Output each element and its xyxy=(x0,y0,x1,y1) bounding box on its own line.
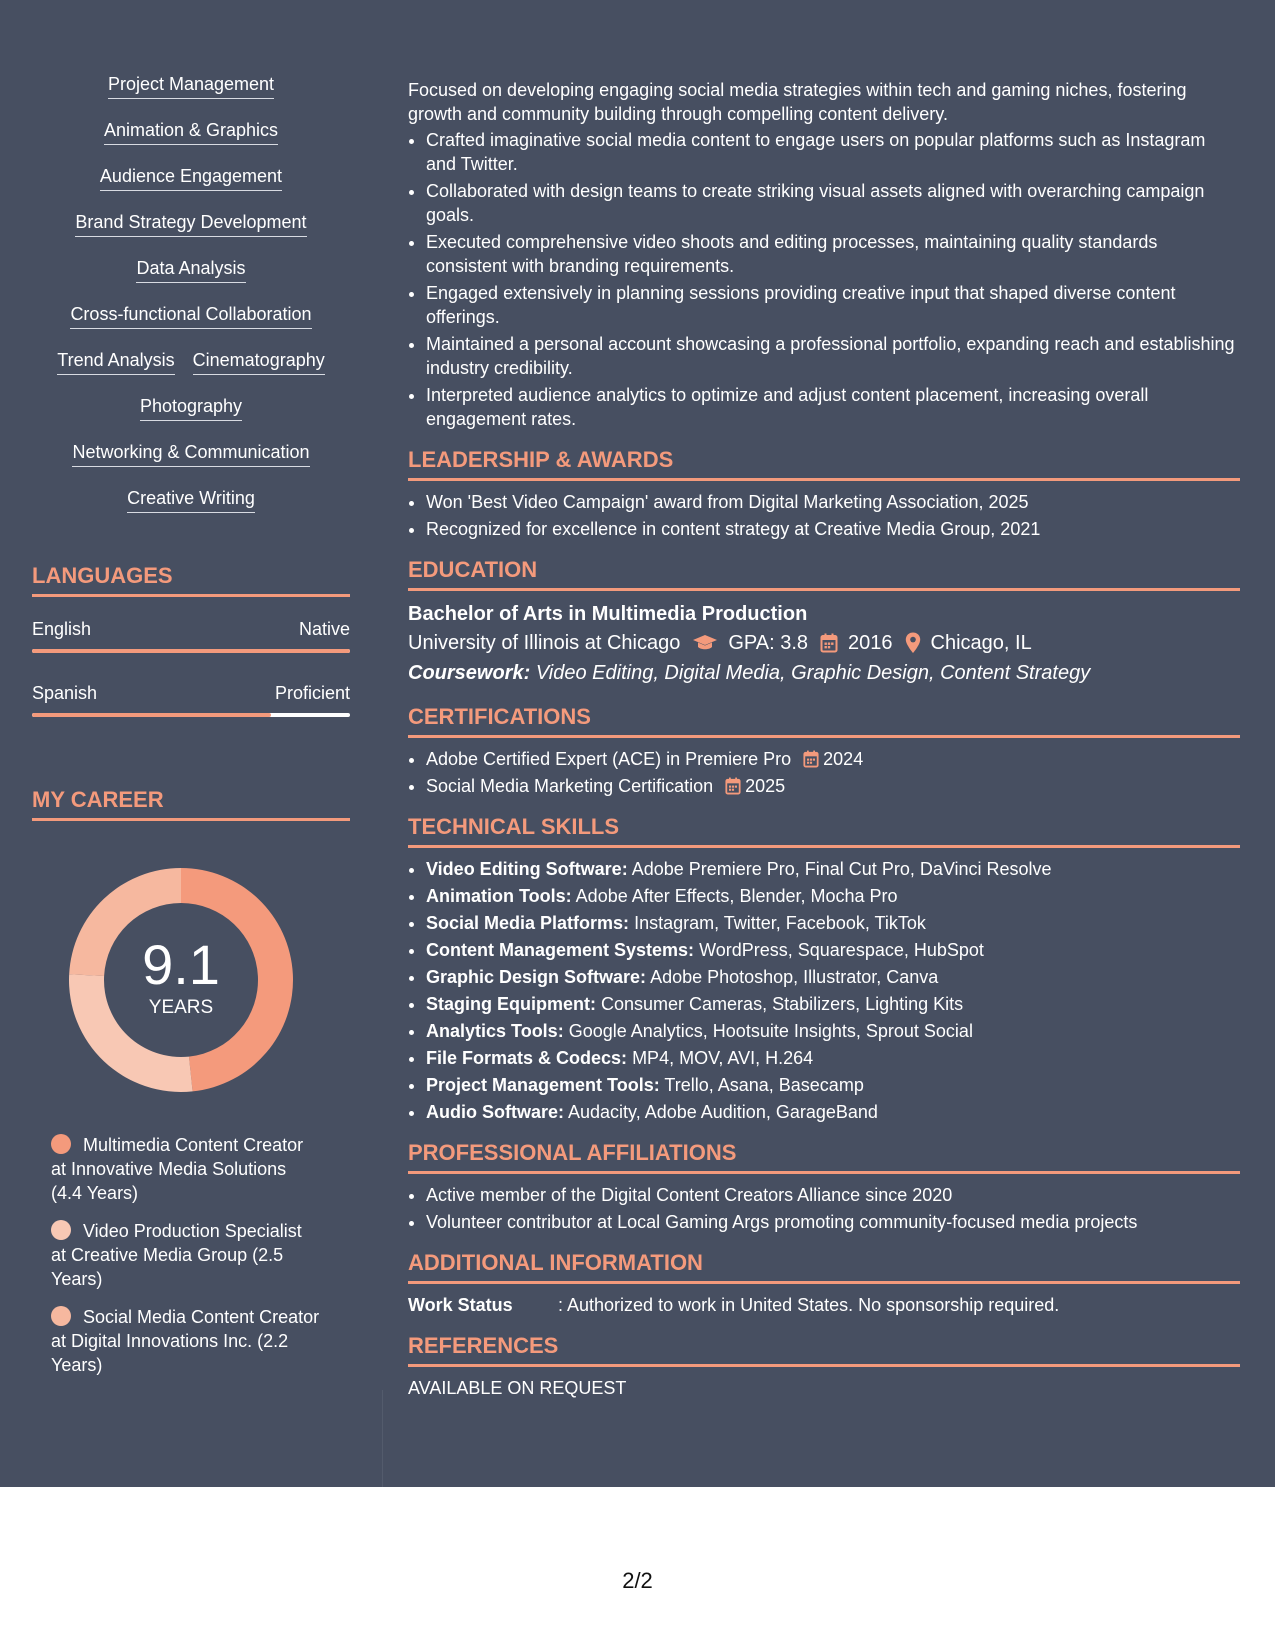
education-title: EDUCATION xyxy=(408,557,1240,591)
technical-skill-value: Google Analytics, Hootsuite Insights, Sprout Social xyxy=(568,1021,973,1041)
award-item: • Won 'Best Video Campaign' award from Digital Marketing Association, 2025 xyxy=(426,490,1240,514)
technical-skill-value: Trello, Asana, Basecamp xyxy=(664,1075,864,1095)
technical-skill-value: Adobe Premiere Pro, Final Cut Pro, DaVinci Resolve xyxy=(631,859,1052,879)
affiliation-item: • Active member of the Digital Content Creators Alliance since 2020 xyxy=(426,1183,1240,1207)
work-status-row xyxy=(408,1293,1240,1317)
affiliations-title: PROFESSIONAL AFFILIATIONS xyxy=(408,1140,1240,1174)
technical-skill-item xyxy=(426,1100,1240,1124)
experience-bullet: • Executed comprehensive video shoots and editing processes, maintaining quality standards consistent with branding requirements. xyxy=(426,230,1240,278)
technical-skill-label: Content Management Systems: xyxy=(426,940,695,960)
leadership-title: LEADERSHIP & AWARDS xyxy=(408,447,1240,481)
education-year: 2016 xyxy=(848,632,893,654)
technical-skills-title: TECHNICAL SKILLS xyxy=(408,814,1240,848)
skills-row xyxy=(32,210,350,237)
language-item xyxy=(32,617,350,653)
leadership-section xyxy=(408,447,1240,541)
skill-tag: Project Management xyxy=(108,72,274,99)
career-legend-label: Social Media Content Creator at Digital Innovations Inc. (2.2 Years) xyxy=(51,1307,320,1375)
graduation-cap-icon xyxy=(692,634,718,652)
education-gpa: GPA: 3.8 xyxy=(728,632,809,654)
coursework-label: Coursework: xyxy=(408,662,531,684)
skill-tag: Creative Writing xyxy=(127,486,255,513)
certification-year: 2024 xyxy=(823,749,864,769)
technical-skill-label: Video Editing Software: xyxy=(426,859,628,879)
education-section xyxy=(408,557,1240,688)
experience-bullet: • Interpreted audience analytics to optimize and adjust content placement, increasing overall engagement rates. xyxy=(426,383,1240,431)
location-pin-icon xyxy=(905,632,921,654)
skills-row xyxy=(32,348,350,375)
career-legend-label: Multimedia Content Creator at Innovative Media Solutions (4.4 Years) xyxy=(51,1135,304,1203)
technical-skill-label: Analytics Tools: xyxy=(426,1021,564,1041)
technical-skills-list xyxy=(408,857,1240,1124)
experience-section xyxy=(408,78,1240,431)
career-legend xyxy=(32,1133,321,1377)
language-name: English xyxy=(32,619,92,639)
technical-skill-label: File Formats & Codecs: xyxy=(426,1048,628,1068)
certification-name: Social Media Marketing Certification xyxy=(426,776,714,796)
skill-tag: Trend Analysis xyxy=(57,348,174,375)
certifications-list xyxy=(408,747,1240,798)
technical-skill-item xyxy=(426,992,1240,1016)
skills-row xyxy=(32,164,350,191)
column-divider xyxy=(382,1390,383,1487)
career-title: MY CAREER xyxy=(32,787,350,821)
language-row xyxy=(32,681,350,705)
certification-year: 2025 xyxy=(745,776,786,796)
technical-skill-item xyxy=(426,1046,1240,1070)
experience-bullet: • Crafted imaginative social media content to engage users on popular platforms such as Instagram and Twitter. xyxy=(426,128,1240,176)
award-item: • Recognized for excellence in content strategy at Creative Media Group, 2021 xyxy=(426,517,1240,541)
skill-tag: Cross-functional Collaboration xyxy=(70,302,311,329)
affiliations-list xyxy=(408,1183,1240,1234)
technical-skill-value: Consumer Cameras, Stabilizers, Lighting Kits xyxy=(601,994,964,1014)
career-donut-chart xyxy=(66,865,296,1095)
skills-tag-list xyxy=(32,72,350,513)
career-legend-item xyxy=(51,1219,321,1291)
language-level-fill xyxy=(32,649,350,653)
experience-bullet: • Collaborated with design teams to create striking visual assets aligned with overarching campaign goals. xyxy=(426,179,1240,227)
skill-tag: Audience Engagement xyxy=(100,164,282,191)
skills-row xyxy=(32,394,350,421)
additional-info-section xyxy=(408,1250,1240,1317)
work-status-value: : Authorized to work in United States. No sponsorship required. xyxy=(558,1295,1060,1315)
education-degree: Bachelor of Arts in Multimedia Production xyxy=(408,603,808,625)
coursework-value: Video Editing, Digital Media, Graphic Design, Content Strategy xyxy=(535,662,1091,684)
experience-bullets xyxy=(408,128,1240,431)
technical-skill-label: Staging Equipment: xyxy=(426,994,596,1014)
skills-row xyxy=(32,118,350,145)
technical-skill-label: Audio Software: xyxy=(426,1102,564,1122)
legend-dot-icon xyxy=(51,1306,71,1326)
certification-name: Adobe Certified Expert (ACE) in Premiere Pro xyxy=(426,749,792,769)
career-legend-item xyxy=(51,1133,321,1205)
language-item xyxy=(32,681,350,717)
technical-skill-value: Adobe Photoshop, Illustrator, Canva xyxy=(650,967,939,987)
certification-item xyxy=(426,774,1240,798)
technical-skill-value: WordPress, Squarespace, HubSpot xyxy=(699,940,984,960)
skill-tag: Brand Strategy Development xyxy=(75,210,306,237)
leadership-list xyxy=(408,490,1240,541)
affiliation-item: • Volunteer contributor at Local Gaming Args promoting community-focused media projects xyxy=(426,1210,1240,1234)
technical-skill-label: Graphic Design Software: xyxy=(426,967,647,987)
calendar-icon xyxy=(820,633,838,653)
skills-row xyxy=(32,302,350,329)
certification-item xyxy=(426,747,1240,771)
languages-section xyxy=(32,563,350,717)
language-row xyxy=(32,617,350,641)
skills-row xyxy=(32,256,350,283)
experience-summary: Focused on developing engaging social media strategies within tech and gaming niches, fostering growth and community building through compelling content delivery. xyxy=(408,80,1187,124)
education-school: University of Illinois at Chicago xyxy=(408,632,681,654)
technical-skill-value: Instagram, Twitter, Facebook, TikTok xyxy=(634,913,926,933)
experience-bullet: • Engaged extensively in planning sessions providing creative input that shaped diverse content offerings. xyxy=(426,281,1240,329)
education-location: Chicago, IL xyxy=(930,632,1032,654)
main-content xyxy=(408,78,1240,1400)
additional-info-title: ADDITIONAL INFORMATION xyxy=(408,1250,1240,1284)
language-level-bar xyxy=(32,649,350,653)
skills-row xyxy=(32,72,350,99)
skill-tag: Photography xyxy=(140,394,242,421)
calendar-icon xyxy=(803,750,819,768)
technical-skills-section xyxy=(408,814,1240,1124)
sidebar xyxy=(32,72,350,1391)
technical-skill-item xyxy=(426,884,1240,908)
technical-skill-item xyxy=(426,857,1240,881)
technical-skill-value: Audacity, Adobe Audition, GarageBand xyxy=(568,1102,878,1122)
language-level-bar xyxy=(32,713,350,717)
experience-bullet: • Maintained a personal account showcasing a professional portfolio, expanding reach and establishing industry credibility. xyxy=(426,332,1240,380)
languages-list xyxy=(32,617,350,717)
certifications-title: CERTIFICATIONS xyxy=(408,704,1240,738)
technical-skill-item xyxy=(426,1073,1240,1097)
references-text: AVAILABLE ON REQUEST xyxy=(408,1378,627,1398)
calendar-icon xyxy=(725,777,741,795)
education-coursework xyxy=(408,658,1240,688)
technical-skill-label: Project Management Tools: xyxy=(426,1075,660,1095)
certifications-section xyxy=(408,704,1240,798)
skill-tag: Cinematography xyxy=(193,348,325,375)
language-level-fill xyxy=(32,713,271,717)
skill-tag: Networking & Communication xyxy=(72,440,309,467)
career-total-years: 9.1 xyxy=(142,933,220,996)
technical-skill-value: Adobe After Effects, Blender, Mocha Pro xyxy=(575,886,898,906)
language-name: Spanish xyxy=(32,683,98,703)
language-level: Proficient xyxy=(274,683,350,703)
technical-skill-value: MP4, MOV, AVI, H.264 xyxy=(632,1048,814,1068)
legend-dot-icon xyxy=(51,1134,71,1154)
skills-row xyxy=(32,440,350,467)
skill-tag: Animation & Graphics xyxy=(104,118,278,145)
affiliations-section xyxy=(408,1140,1240,1234)
education-details xyxy=(408,628,1240,658)
career-legend-label: Video Production Specialist at Creative Media Group (2.5 Years) xyxy=(51,1221,302,1289)
languages-title: LANGUAGES xyxy=(32,563,350,597)
technical-skill-item xyxy=(426,965,1240,989)
page-number: 2/2 xyxy=(622,1568,653,1593)
work-status-label: Work Status xyxy=(408,1295,513,1315)
references-title: REFERENCES xyxy=(408,1333,1240,1367)
technical-skill-label: Animation Tools: xyxy=(426,886,572,906)
donut-center xyxy=(66,865,296,1095)
technical-skill-label: Social Media Platforms: xyxy=(426,913,630,933)
technical-skill-item xyxy=(426,1019,1240,1043)
skill-tag: Data Analysis xyxy=(136,256,245,283)
career-section xyxy=(32,787,350,1377)
technical-skill-item xyxy=(426,911,1240,935)
technical-skill-item xyxy=(426,938,1240,962)
legend-dot-icon xyxy=(51,1220,71,1240)
career-legend-item xyxy=(51,1305,321,1377)
references-section xyxy=(408,1333,1240,1400)
career-years-unit: YEARS xyxy=(148,997,214,1018)
skills-row xyxy=(32,486,350,513)
language-level: Native xyxy=(298,619,350,639)
